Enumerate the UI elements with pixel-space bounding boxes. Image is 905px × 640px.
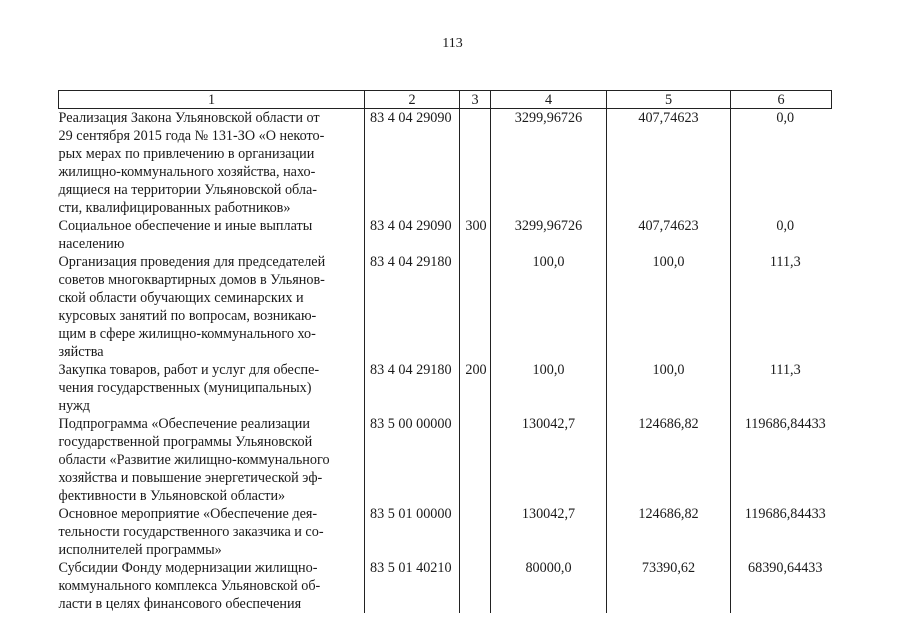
row-name-line: населению: [58, 236, 125, 252]
row-name-line: коммунального комплекса Ульяновской об-: [58, 578, 321, 594]
row-value-4: 80000,0: [491, 559, 607, 613]
row-expense-type: [460, 559, 491, 613]
table-row: [59, 361, 832, 415]
row-name-line: зяйства: [58, 344, 104, 360]
header-col-6: 6: [731, 91, 832, 109]
header-col-1: 1: [59, 91, 365, 109]
row-name-line: Закупка товаров, работ и услуг для обеспе-: [58, 362, 320, 378]
row-name-line: Подпрограмма «Обеспечение реализации: [58, 416, 310, 432]
row-code: 83 5 01 40210: [365, 559, 460, 613]
row-name-line: советов многоквартирных домов в Ульянов-: [58, 272, 325, 288]
row-name-line: хозяйства и повышение энергетической эф-: [58, 470, 323, 486]
row-name: [59, 361, 365, 415]
row-name-line: дящиеся на территории Ульяновской обла-: [58, 182, 318, 198]
row-name-line: Основное мероприятие «Обеспечение дея-: [58, 506, 318, 522]
row-value-6: 0,0: [776, 218, 795, 234]
row-name-line: области «Развитие жилищно-коммунального: [58, 452, 330, 468]
row-name-line: фективности в Ульяновской области»: [58, 488, 286, 504]
row-value-5: 407,74623: [607, 217, 731, 253]
header-col-4: 4: [491, 91, 607, 109]
row-expense-type: 300: [460, 217, 491, 253]
row-name-line: нужд: [58, 398, 91, 414]
row-name-line: Социальное обеспечение и иные выплаты: [58, 218, 313, 234]
row-code: 83 4 04 29090: [365, 217, 460, 253]
table-row: [59, 109, 832, 218]
row-value-5: 73390,62: [607, 559, 731, 613]
row-expense-type: [460, 109, 491, 218]
row-value-4: 100,0: [491, 361, 607, 415]
row-value-6: 0,0: [776, 110, 795, 126]
row-value-5: 100,0: [607, 361, 731, 415]
row-value-4: 100,0: [491, 253, 607, 361]
page-number: 113: [442, 36, 463, 51]
row-value-6: 119686,84433: [744, 416, 826, 432]
row-value-4: 3299,96726: [491, 109, 607, 218]
row-value-4: 130042,7: [491, 505, 607, 559]
budget-table: [58, 90, 832, 613]
table-row: [59, 505, 832, 559]
table-row: [59, 559, 832, 613]
row-name: [59, 217, 365, 253]
row-name-line: курсовых занятий по вопросам, возникаю-: [58, 308, 317, 324]
row-name-line: 29 сентября 2015 года № 131-ЗО «О некото-: [58, 128, 325, 144]
row-code: 83 4 04 29180: [365, 361, 460, 415]
row-value-5: 124686,82: [607, 415, 731, 505]
row-name: [59, 109, 365, 218]
row-name-line: щим в сфере жилищно-коммунального хо-: [58, 326, 316, 342]
row-value-6: 119686,84433: [744, 506, 826, 522]
row-code: 83 5 01 00000: [365, 505, 460, 559]
row-value-6: 111,3: [769, 254, 801, 270]
row-value-5: 124686,82: [607, 505, 731, 559]
row-value-6: 68390,64433: [748, 560, 823, 576]
row-name-line: тельности государственного заказчика и со-: [58, 524, 324, 540]
row-name-line: государственной программы Ульяновской: [58, 434, 313, 450]
row-name: [59, 559, 365, 613]
header-col-5: 5: [607, 91, 731, 109]
row-code: 83 4 04 29090: [365, 109, 460, 218]
header-col-3: 3: [460, 91, 491, 109]
row-value-6: 111,3: [769, 362, 801, 378]
row-expense-type: [460, 505, 491, 559]
row-name-line: Субсидии Фонду модернизации жилищно-: [58, 560, 318, 576]
row-name-line: ской области обучающих семинарских и: [58, 290, 304, 306]
row-value-5: 407,74623: [607, 109, 731, 218]
row-name-line: исполнителей программы»: [58, 542, 222, 558]
row-name-line: жилищно-коммунального хозяйства, нахо-: [58, 164, 316, 180]
row-name-line: Организация проведения для председателей: [58, 254, 326, 270]
row-name-line: сти, квалифицированных работников»: [58, 200, 291, 216]
row-name: [59, 415, 365, 505]
row-code: 83 5 00 00000: [365, 415, 460, 505]
row-expense-type: 200: [460, 361, 491, 415]
row-name-line: ласти в целях финансового обеспечения: [58, 596, 302, 612]
table-row: [59, 253, 832, 361]
row-name-line: чения государственных (муниципальных): [58, 380, 312, 396]
row-value-5: 100,0: [607, 253, 731, 361]
header-col-2: 2: [365, 91, 460, 109]
row-value-4: 3299,96726: [491, 217, 607, 253]
row-value-4: 130042,7: [491, 415, 607, 505]
row-name-line: рых мерах по привлечению в организации: [58, 146, 315, 162]
row-expense-type: [460, 253, 491, 361]
row-expense-type: [460, 415, 491, 505]
table-row: [59, 217, 832, 253]
table-row: [59, 415, 832, 505]
row-name: [59, 253, 365, 361]
row-name: [59, 505, 365, 559]
row-code: 83 4 04 29180: [365, 253, 460, 361]
row-name-line: Реализация Закона Ульяновской области от: [58, 110, 320, 126]
table-header-row: [59, 91, 832, 109]
